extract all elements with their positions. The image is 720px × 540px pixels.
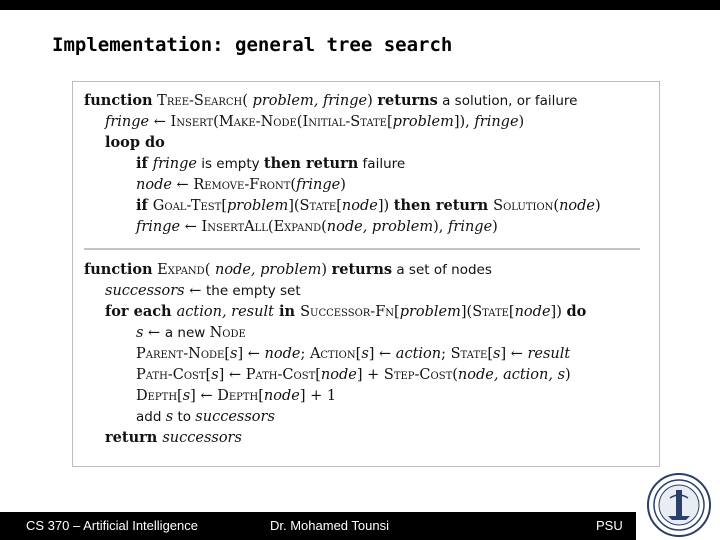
code-token: ]),: [453, 114, 475, 130]
code-token: Parent-Node: [136, 346, 225, 362]
code-line: [136, 324, 246, 342]
code-token: ): [492, 219, 498, 235]
code-token: (: [452, 367, 458, 383]
code-token: fringe: [296, 177, 341, 193]
footer-org: PSU: [596, 518, 623, 533]
code-token: [: [205, 367, 212, 383]
code-token: ): [367, 93, 378, 109]
code-token: a new: [164, 325, 210, 341]
code-token: Successor-Fn: [300, 304, 395, 320]
code-token: for each: [105, 303, 177, 320]
code-line: [105, 303, 586, 321]
code-token: successors: [105, 283, 185, 299]
panel-divider: [84, 248, 640, 250]
code-line: [84, 261, 492, 279]
code-token: ] ←: [368, 346, 396, 362]
code-token: ): [595, 198, 601, 214]
code-token: action: [395, 346, 442, 362]
code-token: [: [487, 346, 493, 362]
top-bar: [0, 0, 720, 10]
code-token: InsertAll: [201, 219, 268, 235]
code-token: add: [136, 409, 166, 425]
code-token: s: [136, 325, 144, 341]
code-token: State: [450, 346, 488, 362]
code-token: s: [361, 346, 369, 362]
code-token: (: [296, 114, 303, 130]
code-token: (: [321, 219, 327, 235]
code-token: ]): [377, 198, 394, 214]
code-token: node, action, s: [457, 367, 566, 383]
code-token: ]): [550, 304, 567, 320]
code-token: ;: [300, 346, 310, 362]
code-token: function: [84, 92, 153, 109]
code-token: [: [177, 388, 183, 404]
code-token: (: [242, 93, 253, 109]
code-line: [84, 92, 577, 110]
slide-title: Implementation: general tree search: [52, 34, 453, 56]
code-token: fringe: [136, 219, 181, 235]
code-token: a solution, or failure: [437, 93, 578, 109]
code-line: [136, 366, 571, 384]
code-token: node: [559, 198, 596, 214]
code-line: [136, 387, 336, 405]
code-token: result: [527, 346, 571, 362]
code-token: ←: [149, 114, 171, 130]
code-token: ](: [460, 304, 473, 320]
code-token: fringe: [105, 114, 150, 130]
code-token: problem: [399, 304, 461, 320]
code-token: ;: [441, 346, 451, 362]
code-token: fringe: [448, 219, 493, 235]
code-token: function: [84, 261, 153, 278]
code-token: is empty: [196, 156, 264, 172]
code-token: in: [273, 303, 301, 320]
code-token: ] ←: [218, 367, 246, 383]
code-token: ): [340, 177, 346, 193]
code-token: Path-Cost: [136, 367, 206, 383]
code-token: node: [136, 177, 172, 193]
code-token: failure: [358, 156, 406, 172]
code-token: Remove-Front: [193, 177, 291, 193]
code-token: Make-Node: [218, 114, 297, 130]
code-token: loop do: [105, 134, 165, 151]
code-token: node: [320, 367, 357, 383]
code-token: the empty set: [205, 283, 301, 299]
code-token: [: [336, 198, 342, 214]
code-token: ←: [184, 283, 206, 299]
code-token: node: [341, 198, 378, 214]
code-token: (: [204, 262, 215, 278]
code-token: (: [553, 198, 560, 214]
code-token: ] + 1: [299, 388, 337, 404]
code-token: Depth: [136, 388, 178, 404]
code-token: node, problem: [326, 219, 434, 235]
code-line: [136, 197, 601, 215]
code-token: (: [213, 114, 219, 130]
code-token: fringe: [474, 114, 519, 130]
code-token: then return: [393, 197, 494, 214]
code-token: ←: [180, 219, 202, 235]
footer-author: Dr. Mohamed Tounsi: [270, 518, 389, 533]
code-token: s: [165, 409, 174, 425]
code-token: State: [299, 198, 337, 214]
code-line: [136, 176, 346, 194]
code-token: [: [221, 198, 227, 214]
code-token: ),: [433, 219, 449, 235]
code-token: (: [267, 219, 274, 235]
code-token: [: [258, 388, 264, 404]
code-token: then return: [263, 155, 359, 172]
code-token: if: [136, 197, 153, 214]
code-token: Path-Cost: [245, 367, 316, 383]
code-line: [136, 408, 275, 426]
code-token: node, problem: [214, 262, 322, 278]
code-token: problem: [392, 114, 454, 130]
code-token: ] ←: [500, 346, 528, 362]
footer-course: CS 370 – Artificial Intelligence: [26, 518, 198, 533]
code-token: if: [136, 155, 153, 172]
code-token: successors: [162, 430, 242, 446]
code-token: Expand: [273, 219, 322, 235]
code-token: returns: [331, 261, 393, 278]
code-token: a set of nodes: [392, 262, 492, 278]
code-token: Insert: [170, 114, 214, 130]
code-token: to: [173, 409, 196, 425]
code-token: Action: [309, 346, 356, 362]
code-token: Depth: [217, 388, 259, 404]
code-token: ): [321, 262, 332, 278]
code-token: fringe: [152, 156, 197, 172]
code-line: [136, 345, 570, 363]
code-token: action, result: [176, 304, 274, 320]
code-token: node: [263, 388, 300, 404]
code-token: State: [472, 304, 509, 320]
university-seal-icon: [646, 472, 712, 538]
code-token: ←: [143, 325, 165, 341]
code-line: [105, 282, 301, 300]
code-token: returns: [377, 92, 438, 109]
code-token: successors: [195, 409, 275, 425]
code-token: Tree-Search: [152, 93, 243, 109]
code-token: Step-Cost: [383, 367, 453, 383]
code-token: ] +: [356, 367, 384, 383]
code-token: problem, fringe: [252, 93, 368, 109]
code-token: problem: [227, 198, 289, 214]
code-line: [105, 429, 242, 447]
code-token: [: [315, 367, 321, 383]
code-token: Initial-State: [302, 114, 387, 130]
code-token: node: [514, 304, 551, 320]
code-token: Solution: [493, 198, 554, 214]
code-token: return: [105, 429, 163, 446]
code-token: node: [264, 346, 301, 362]
code-token: Expand: [152, 262, 205, 278]
code-token: [: [386, 114, 393, 130]
code-token: Node: [209, 325, 246, 341]
code-token: ](: [288, 198, 300, 214]
code-line: [105, 113, 524, 131]
code-token: ] ←: [190, 388, 218, 404]
code-token: [: [508, 304, 515, 320]
code-token: [: [394, 304, 400, 320]
code-token: do: [566, 303, 587, 320]
code-token: Goal-Test: [152, 198, 222, 214]
code-token: [: [224, 346, 231, 362]
code-token: (: [290, 177, 297, 193]
code-line: [136, 155, 405, 173]
code-token: ): [565, 367, 571, 383]
code-token: [: [355, 346, 362, 362]
code-token: ] ←: [237, 346, 265, 362]
code-token: ←: [171, 177, 194, 193]
code-token: s: [182, 388, 191, 404]
code-line: [105, 134, 165, 152]
code-token: ): [518, 114, 525, 130]
code-token: s: [211, 367, 219, 383]
code-token: s: [230, 346, 238, 362]
code-line: [136, 218, 498, 236]
code-token: s: [492, 346, 501, 362]
